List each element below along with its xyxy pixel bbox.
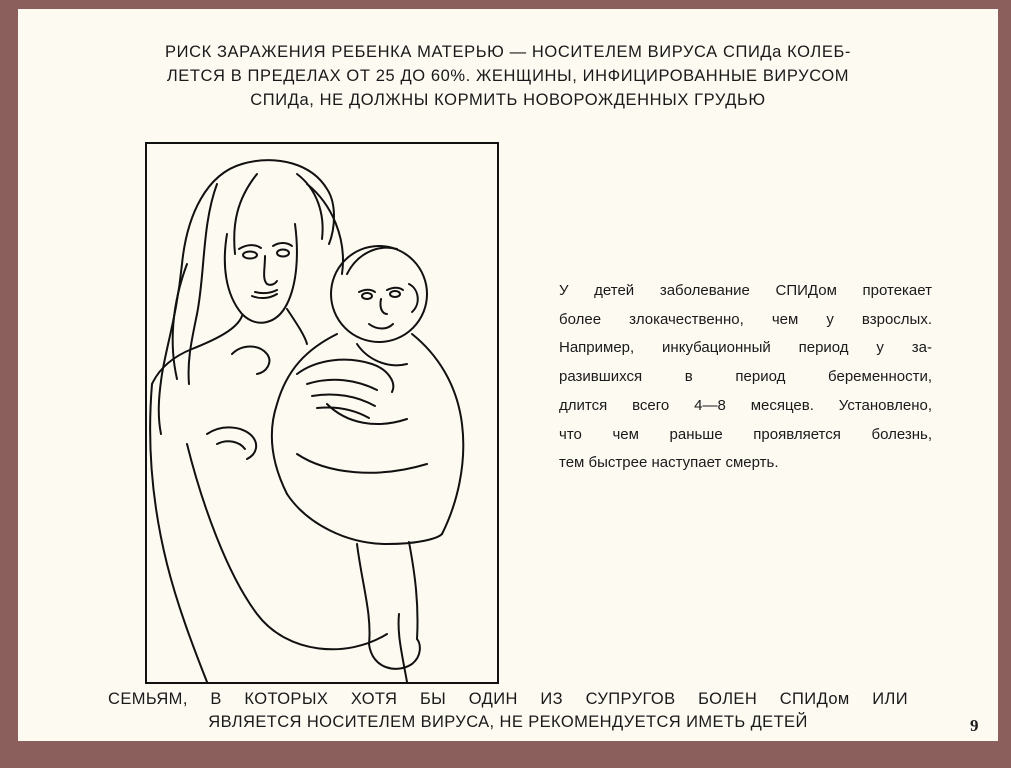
document-page bbox=[18, 9, 998, 741]
bottom-heading bbox=[108, 688, 908, 734]
top-heading-line: РИСК ЗАРАЖЕНИЯ РЕБЕНКА МАТЕРЬЮ — НОСИТЕЛЕМ ВИРУСА СПИДа КОЛЕБ- bbox=[165, 43, 851, 61]
body-text-line: У детей заболевание СПИДом протекает bbox=[559, 282, 932, 299]
mother-holding-baby-illustration bbox=[147, 144, 497, 682]
top-heading bbox=[78, 40, 938, 112]
body-text-line: длится всего 4—8 месяцев. Установлено, bbox=[559, 396, 932, 414]
bottom-heading-line: ЯВЛЯЕТСЯ НОСИТЕЛЕМ ВИРУСА, НЕ РЕКОМЕНДУЕТСЯ ИМЕТЬ ДЕТЕЙ bbox=[208, 713, 808, 731]
top-heading-line: СПИДа, НЕ ДОЛЖНЫ КОРМИТЬ НОВОРОЖДЕННЫХ ГРУДЬЮ bbox=[250, 91, 766, 109]
body-text-line: тем быстрее наступает смерть. bbox=[559, 454, 779, 472]
page-number: 9 bbox=[970, 716, 979, 735]
bottom-heading-line: СЕМЬЯМ, В КОТОРЫХ ХОТЯ БЫ ОДИН ИЗ СУПРУГОВ БОЛЕН СПИДом ИЛИ bbox=[108, 690, 908, 708]
body-text-line: что чем раньше проявляется болезнь, bbox=[559, 425, 932, 443]
body-text-line: разившихся в период беременности, bbox=[559, 368, 932, 386]
illustration-frame bbox=[145, 142, 499, 684]
body-text bbox=[559, 277, 932, 478]
body-text-line: более злокачественно, чем у взрослых. bbox=[559, 310, 932, 328]
body-text-line: Например, инкубационный период у за- bbox=[559, 339, 932, 357]
top-heading-line: ЛЕТСЯ В ПРЕДЕЛАХ ОТ 25 ДО 60%. ЖЕНЩИНЫ, ИНФИЦИРОВАННЫЕ ВИРУСОМ bbox=[166, 67, 850, 85]
